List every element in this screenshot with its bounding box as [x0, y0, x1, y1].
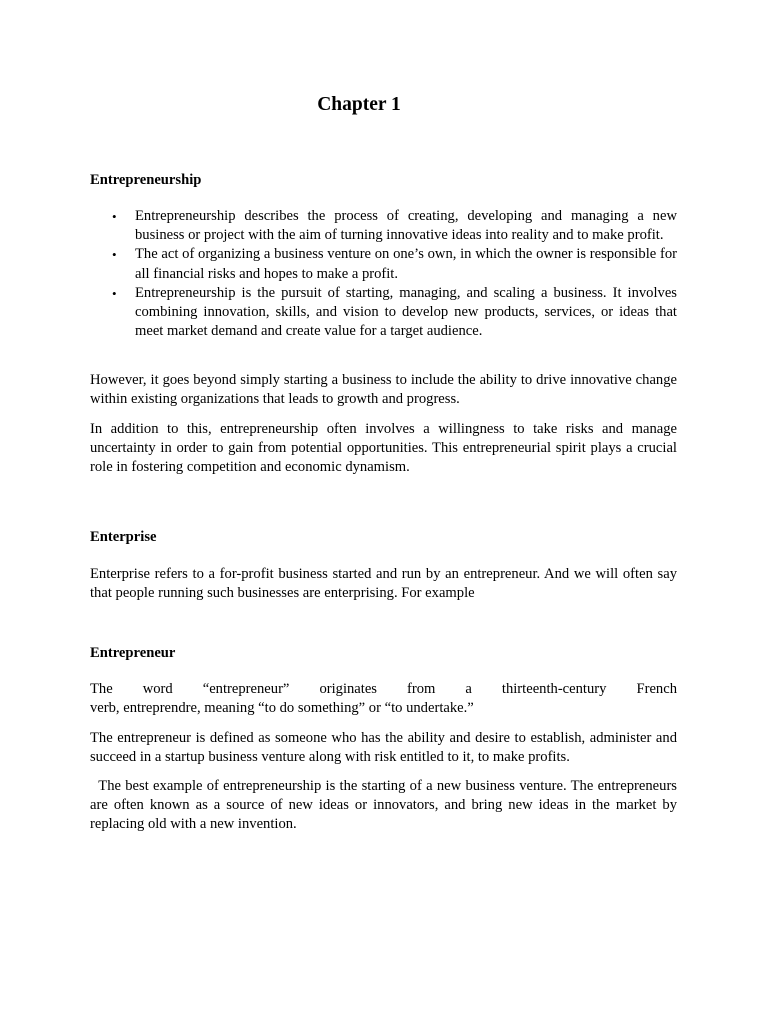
- entrepreneur-paragraph-1-line-1: The word “entrepreneur” originates from a thirteenth-century French: [90, 681, 677, 697]
- list-item: [90, 245, 677, 283]
- list-item: [90, 207, 677, 245]
- list-item-text: Entrepreneurship is the pursuit of starting, managing, and scaling a business. It involves combining innovation, skills, and vision to develop new products, services, or ideas that meet market demand and create value for a target audience.: [135, 284, 677, 340]
- chapter-title: Chapter 1: [317, 94, 401, 115]
- entrepreneurship-paragraph-2: In addition to this, entrepreneurship often involves a willingness to take risks and manage uncertainty in order to gain from potential opportunities. This entrepreneurial spirit plays a crucial role in fostering competition and economic dynamism.: [90, 421, 677, 476]
- heading-entrepreneurship: Entrepreneurship: [90, 172, 202, 188]
- bullet-icon: •: [112, 247, 117, 263]
- enterprise-paragraph: Enterprise refers to a for-profit business started and run by an entrepreneur. And we will often say that people running such businesses are enterprising. For example: [90, 566, 677, 602]
- entrepreneur-paragraph-1-line-2: verb, entreprendre, meaning “to do something” or “to undertake.”: [90, 700, 474, 716]
- entrepreneurship-paragraph-1: However, it goes beyond simply starting a business to include the ability to drive innovative change within existing organizations that leads to growth and progress.: [90, 372, 677, 408]
- list-item-text: The act of organizing a business venture on one’s own, in which the owner is responsible for all financial risks and hopes to make a profit.: [135, 246, 677, 282]
- entrepreneurship-bullet-list: [90, 207, 677, 341]
- list-item: [90, 284, 677, 342]
- bullet-icon: •: [112, 209, 117, 224]
- heading-enterprise: Enterprise: [90, 529, 157, 545]
- bullet-icon: •: [112, 285, 117, 301]
- entrepreneur-paragraph-2: The entrepreneur is defined as someone who has the ability and desire to establish, administer and succeed in a startup business venture along with risk entitled to it, to make profits.: [90, 730, 677, 766]
- heading-entrepreneur: Entrepreneur: [90, 645, 176, 661]
- list-item-text: Entrepreneurship describes the process of creating, developing and managing a new business or project with the aim of turning innovative ideas into reality and to make profit.: [135, 208, 677, 244]
- entrepreneur-paragraph-3: The best example of entrepreneurship is the starting of a new business venture. The entrepreneurs are often known as a source of new ideas or innovators, and bring new ideas in the market by replacing old with a new invention.: [90, 778, 677, 833]
